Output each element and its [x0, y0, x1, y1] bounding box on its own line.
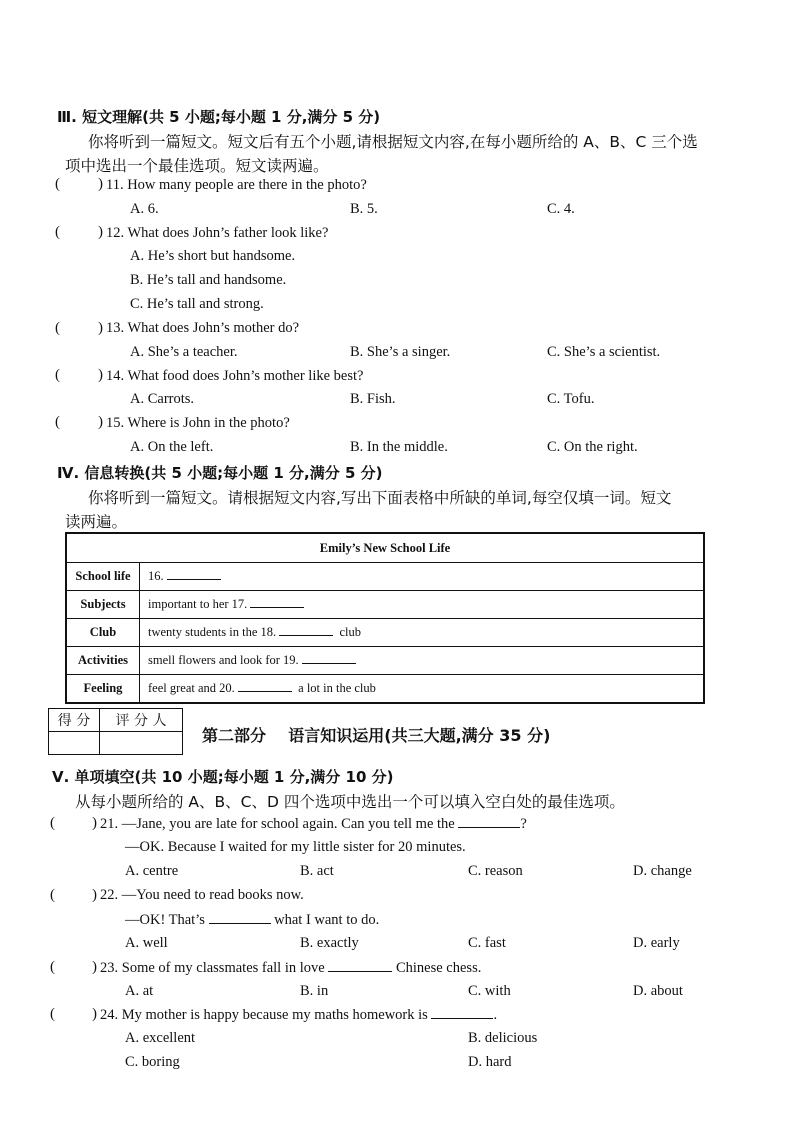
question-22-option-a: A. well: [125, 935, 168, 951]
table-row-label: Activities: [66, 647, 140, 675]
section-4-instruction-line1: 你将听到一篇短文。请根据短文内容,写出下面表格中所缺的单词,每空仅填一词。短文: [88, 489, 672, 507]
question-22-line2: [125, 911, 379, 929]
question-15-option-b: B. In the middle.: [350, 439, 448, 455]
grader-cell[interactable]: [100, 732, 183, 755]
table-row-content: [140, 591, 705, 619]
table-row: [66, 563, 704, 591]
question-24-option-a: A. excellent: [125, 1030, 196, 1046]
section-3-heading: Ⅲ. 短文理解(共 5 小题;每小题 1 分,满分 5 分): [57, 108, 381, 126]
answer-blank-16[interactable]: [167, 578, 221, 580]
q21-text-b: ?: [520, 816, 527, 832]
info-transfer-table: [65, 532, 705, 704]
question-24-stem: [100, 1006, 497, 1024]
table-row: [66, 675, 704, 704]
table-row-label: Feeling: [66, 675, 140, 704]
score-cell[interactable]: [49, 732, 100, 755]
question-11-option-c: C. 4.: [547, 201, 575, 217]
table-row: [66, 619, 704, 647]
section-3-instruction-line1: 你将听到一篇短文。短文后有五个小题,请根据短文内容,在每小题所给的 A、B、C 三个选: [88, 133, 698, 151]
q24-blank[interactable]: [431, 1006, 493, 1019]
answer-paren-open: (: [50, 1006, 55, 1022]
question-21-line2: —OK. Because I waited for my little sister for 20 minutes.: [125, 839, 466, 855]
row-text: 16.: [148, 569, 164, 583]
section-3-instruction-line2: 项中选出一个最佳选项。短文读两遍。: [65, 157, 329, 175]
answer-blank-19[interactable]: [302, 662, 356, 664]
answer-paren-open: (: [55, 367, 60, 383]
answer-blank-20[interactable]: [238, 690, 292, 692]
question-15-option-c: C. On the right.: [547, 439, 638, 455]
answer-paren-open: (: [55, 224, 60, 240]
question-22-option-d: D. early: [633, 935, 680, 951]
table-row: [66, 647, 704, 675]
section-4-heading: Ⅳ. 信息转换(共 5 小题;每小题 1 分,满分 5 分): [57, 464, 383, 482]
q21-text-a: 21. —Jane, you are late for school again. Can you tell me the: [100, 816, 455, 832]
question-23-option-c: C. with: [468, 983, 511, 999]
table-row-content: [140, 647, 705, 675]
answer-paren-open: (: [50, 959, 55, 975]
question-11-option-a: A. 6.: [130, 201, 159, 217]
question-14-option-b: B. Fish.: [350, 391, 396, 407]
answer-paren-open: (: [50, 887, 55, 903]
answer-paren-close: ): [92, 959, 97, 975]
answer-paren-close: ): [98, 176, 103, 192]
row-text: feel great and 20.: [148, 681, 235, 695]
q23-blank[interactable]: [328, 959, 392, 972]
grader-label: 评 分 人: [100, 709, 183, 732]
table-title-row: [66, 533, 704, 563]
row-text-after: club: [339, 625, 362, 639]
question-12-option-b: B. He’s tall and handsome.: [130, 272, 287, 288]
table-row-label: Club: [66, 619, 140, 647]
question-13-option-c: C. She’s a scientist.: [547, 344, 661, 360]
question-13-option-a: A. She’s a teacher.: [130, 344, 238, 360]
q22-text-a: —OK! That’s: [125, 912, 205, 928]
q23-text-b: Chinese chess.: [395, 960, 482, 976]
table-row-label: Subjects: [66, 591, 140, 619]
question-14-option-c: C. Tofu.: [547, 391, 595, 407]
table-row-content: [140, 675, 705, 704]
question-15-stem: 15. Where is John in the photo?: [106, 415, 290, 431]
question-13-option-b: B. She’s a singer.: [350, 344, 451, 360]
question-21-option-a: A. centre: [125, 863, 179, 879]
question-13-stem: 13. What does John’s mother do?: [106, 320, 300, 336]
question-23-option-b: B. in: [300, 983, 329, 999]
question-14-option-a: A. Carrots.: [130, 391, 195, 407]
score-box: [48, 708, 183, 755]
table-row-content: [140, 563, 705, 591]
question-24-option-b: B. delicious: [468, 1030, 538, 1046]
answer-paren-close: ): [92, 815, 97, 831]
question-12-option-a: A. He’s short but handsome.: [130, 248, 296, 264]
question-12-stem: 12. What does John’s father look like?: [106, 225, 329, 241]
question-22-option-c: C. fast: [468, 935, 506, 951]
q23-text-a: 23. Some of my classmates fall in love: [100, 960, 325, 976]
question-11-stem: 11. How many people are there in the photo?: [106, 177, 367, 193]
row-text: smell flowers and look for 19.: [148, 653, 299, 667]
q21-blank[interactable]: [458, 815, 520, 828]
answer-paren-open: (: [50, 815, 55, 831]
answer-paren-close: ): [92, 887, 97, 903]
table-title: Emily’s New School Life: [66, 533, 704, 563]
section-5-heading: Ⅴ. 单项填空(共 10 小题;每小题 1 分,满分 10 分): [52, 768, 394, 786]
answer-paren-close: ): [98, 367, 103, 383]
answer-blank-18[interactable]: [279, 634, 333, 636]
answer-blank-17[interactable]: [250, 606, 304, 608]
answer-paren-open: (: [55, 414, 60, 430]
q24-text-b: .: [493, 1007, 498, 1023]
question-14-stem: 14. What food does John’s mother like best?: [106, 368, 364, 384]
question-23-option-d: D. about: [633, 983, 683, 999]
question-24-option-d: D. hard: [468, 1054, 512, 1070]
answer-paren-close: ): [98, 224, 103, 240]
question-24-option-c: C. boring: [125, 1054, 180, 1070]
question-12-option-c: C. He’s tall and strong.: [130, 296, 264, 312]
question-21-stem: [100, 815, 527, 833]
answer-paren-close: ): [98, 414, 103, 430]
q24-text-a: 24. My mother is happy because my maths homework is: [100, 1007, 428, 1023]
question-23-option-a: A. at: [125, 983, 154, 999]
q22-text-b: what I want to do.: [274, 912, 380, 928]
table-row-content: [140, 619, 705, 647]
question-23-stem: [100, 959, 481, 977]
question-21-option-d: D. change: [633, 863, 692, 879]
answer-paren-open: (: [55, 176, 60, 192]
row-text-after: a lot in the club: [298, 681, 376, 695]
question-15-option-a: A. On the left.: [130, 439, 214, 455]
q22-blank[interactable]: [209, 911, 271, 924]
question-21-option-b: B. act: [300, 863, 334, 879]
answer-paren-close: ): [92, 1006, 97, 1022]
question-11-option-b: B. 5.: [350, 201, 378, 217]
score-label: 得 分: [49, 709, 100, 732]
question-22-stem: 22. —You need to read books now.: [100, 887, 304, 903]
part-2-title: 第二部分 语言知识运用(共三大题,满分 35 分): [202, 726, 551, 745]
question-21-option-c: C. reason: [468, 863, 523, 879]
answer-paren-open: (: [55, 320, 60, 336]
table-row-label: School life: [66, 563, 140, 591]
answer-paren-close: ): [98, 320, 103, 336]
row-text: important to her 17.: [148, 597, 248, 611]
section-5-instruction: 从每小题所给的 A、B、C、D 四个选项中选出一个可以填入空白处的最佳选项。: [75, 793, 625, 811]
question-22-option-b: B. exactly: [300, 935, 359, 951]
row-text: twenty students in the 18.: [148, 625, 277, 639]
section-4-instruction-line2: 读两遍。: [65, 513, 128, 531]
table-row: [66, 591, 704, 619]
